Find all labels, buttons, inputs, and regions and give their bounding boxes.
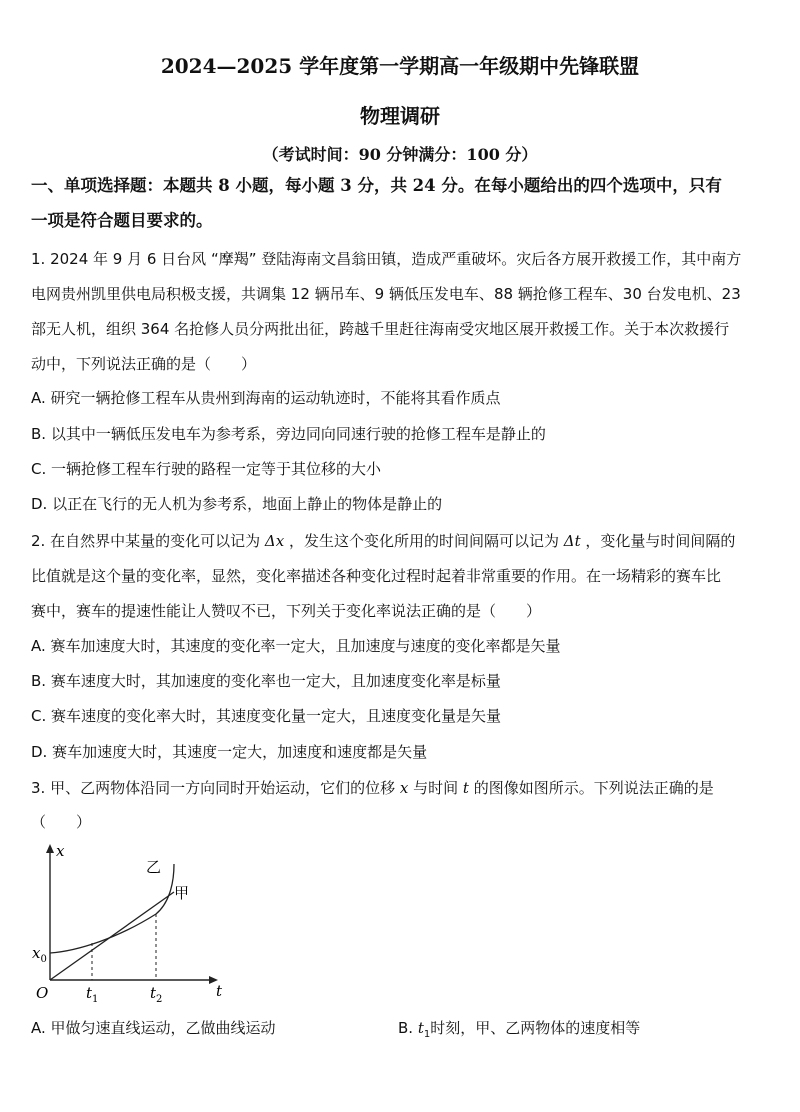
t1-sub: 1 xyxy=(92,994,99,1005)
y-axis-label: x xyxy=(56,842,65,860)
curve-jia-label: 甲 xyxy=(174,884,190,902)
q1-option-a: A. 研究一辆抢修工程车从贵州到海南的运动轨迹时，不能将其看作质点 xyxy=(31,389,501,407)
q3-option-b-text: 时刻，甲、乙两物体的速度相等 xyxy=(430,1019,641,1037)
q3-xt-graph xyxy=(28,836,238,1008)
q2-stem-line3: 赛中，赛车的提速性能让人赞叹不已，下列关于变化率说法正确的是（ ） xyxy=(31,602,542,620)
q3-stem-text-b: 与时间 xyxy=(413,779,459,797)
exam-subject: 物理调研 xyxy=(360,104,440,128)
x-axis-label: t xyxy=(216,982,223,1000)
q3-stem-line1 xyxy=(31,778,771,798)
q3-var-t: t xyxy=(462,779,469,797)
q3-option-a: A. 甲做匀速直线运动，乙做曲线运动 xyxy=(31,1019,276,1037)
y-axis-arrow-icon xyxy=(46,844,54,853)
q3-stem-text-a: 3. 甲、乙两物体沿同一方向同时开始运动，它们的位移 xyxy=(31,779,396,797)
t2-sub: 2 xyxy=(156,994,163,1005)
section-heading-line2: 一项是符合题目要求的。 xyxy=(31,211,213,230)
q1-stem-line4: 动中，下列说法正确的是（ ） xyxy=(31,355,257,373)
q1-option-d: D. 以正在飞行的无人机为参考系，地面上静止的物体是静止的 xyxy=(31,495,443,513)
q1-option-c: C. 一辆抢修工程车行驶的路程一定等于其位移的大小 xyxy=(31,460,382,478)
q1-stem-line2: 电网贵州凯里供电局积极支援，共调集 12 辆吊车、9 辆低压发电车、88 辆抢修工程车、30 台发电机、23 xyxy=(31,285,741,303)
q2-stem-line2: 比值就是这个量的变化率，显然，变化率描述各种变化过程时起着非常重要的作用。在一场精彩的赛车比 xyxy=(31,567,722,585)
t1-label xyxy=(86,984,98,1005)
q3-option-b-prefix: B. xyxy=(398,1019,414,1037)
q2-delta-t: Δt xyxy=(563,532,581,550)
q3-option-b-sub: 1 xyxy=(423,1029,431,1040)
curve-yi-label: 乙 xyxy=(146,858,162,876)
x0-main: x xyxy=(32,944,41,962)
q2-option-d: D. 赛车加速度大时，其速度一定大，加速度和速度都是矢量 xyxy=(31,743,428,761)
x0-sub: 0 xyxy=(40,954,47,965)
q2-option-a: A. 赛车加速度大时，其速度的变化率一定大，且加速度与速度的变化率都是矢量 xyxy=(31,637,561,655)
t2-main: t xyxy=(150,984,157,1002)
q2-option-c: C. 赛车速度的变化率大时，其速度变化量一定大，且速度变化量是矢量 xyxy=(31,707,502,725)
section-heading-line1: 一、单项选择题：本题共 8 小题，每小题 3 分，共 24 分。在每小题给出的四个选项中，只有 xyxy=(31,176,722,195)
q2-delta-x: Δx xyxy=(264,532,285,550)
q3-var-x: x xyxy=(399,779,409,797)
q1-option-b: B. 以其中一辆低压发电车为参考系，旁边同向同速行驶的抢修工程车是静止的 xyxy=(31,425,546,443)
q3-stem-line2: （ ） xyxy=(31,813,92,831)
q1-stem-line3: 部无人机，组织 364 名抢修人员分两批出征，跨越千里赶往海南受灾地区展开救援工作。关于本次救援行 xyxy=(31,320,730,338)
q3-option-b-t: t xyxy=(417,1019,424,1037)
q2-stem-line1 xyxy=(31,531,771,551)
exam-info: （考试时间：90 分钟满分：100 分） xyxy=(262,145,538,164)
origin-label: O xyxy=(36,984,49,1002)
q2-stem-text-c: ，变化量与时间间隔的 xyxy=(585,532,736,550)
curve-jia xyxy=(50,892,174,980)
q2-option-b: B. 赛车速度大时，其加速度的变化率也一定大，且加速度变化率是标量 xyxy=(31,672,501,690)
t2-label xyxy=(150,984,162,1005)
q2-stem-text-a: 2. 在自然界中某量的变化可以记为 xyxy=(31,532,261,550)
q1-stem-line1: 1. 2024 年 9 月 6 日台风 “摩羯” 登陆海南文昌翁田镇，造成严重破坏。灾后各方展开救援工作，其中南方 xyxy=(31,250,742,268)
q3-option-b xyxy=(398,1018,778,1045)
x0-label xyxy=(32,944,47,965)
curve-yi xyxy=(50,864,174,953)
q2-stem-text-b: ，发生这个变化所用的时间间隔可以记为 xyxy=(288,532,559,550)
exam-title: 2024—2025 学年度第一学期高一年级期中先锋联盟 xyxy=(160,54,640,78)
q3-stem-text-c: 的图像如图所示。下列说法正确的是 xyxy=(473,779,714,797)
t1-main: t xyxy=(86,984,93,1002)
